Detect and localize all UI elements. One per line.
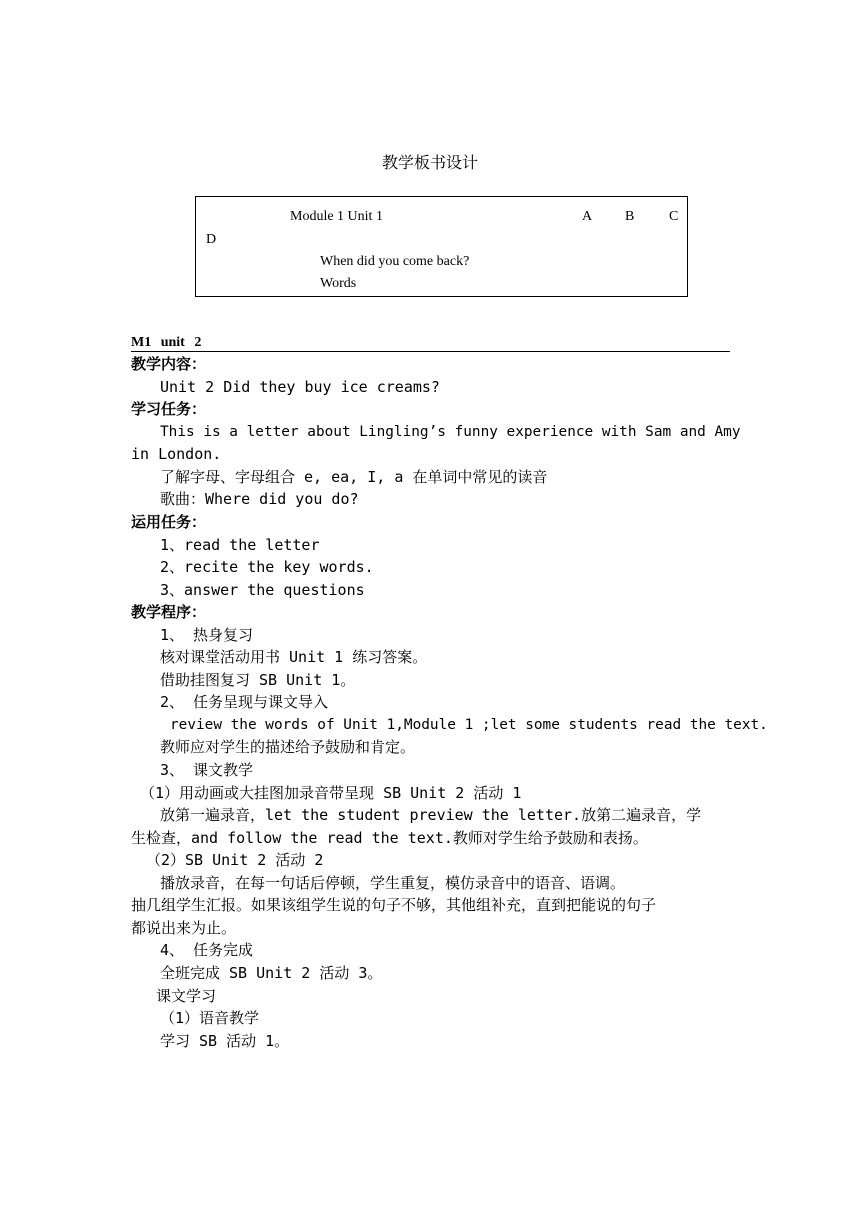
board-letter-d: D <box>206 232 217 247</box>
content-line: 全班完成 SB Unit 2 活动 3。 <box>160 964 383 982</box>
content-line: This is a letter about Lingling’s funny experience with Sam and Amy <box>160 424 741 440</box>
content-line: 生检查，and follow the read the text.教师对学生给予鼓励和表扬。 <box>131 829 648 847</box>
board-letter-c: C <box>669 209 679 224</box>
heading-application-tasks: 运用任务： <box>131 513 207 531</box>
content-line: 歌曲：Where did you do? <box>160 490 359 508</box>
board-words: Words <box>320 276 357 291</box>
content-line: review the words of Unit 1,Module 1 ;let some students read the text. <box>170 717 768 733</box>
content-line: 都说出来为止。 <box>131 919 237 937</box>
board-module-unit: Module 1 Unit 1 <box>290 209 383 224</box>
content-line: 借助挂图复习 SB Unit 1。 <box>160 671 356 689</box>
content-line: 学习 SB 活动 1。 <box>160 1032 290 1050</box>
content-line: （1）用动画或大挂图加录音带呈现 SB Unit 2 活动 1 <box>140 784 522 802</box>
content-line: 了解字母、字母组合 e, ea, I, a 在单词中常见的读音 <box>160 468 548 486</box>
content-line: in London. <box>131 445 222 463</box>
content-line: 抽几组学生汇报。如果该组学生说的句子不够，其他组补充，直到把能说的句子 <box>131 896 657 914</box>
heading-teaching-procedure: 教学程序： <box>131 603 207 621</box>
content-line: 放第一遍录音，let the student preview the letter.放第二遍录音，学 <box>160 806 702 824</box>
content-line: 4、 任务完成 <box>160 941 254 959</box>
content-line: 1、read the letter <box>160 536 320 554</box>
content-line: Unit 2 Did they buy ice creams? <box>160 378 440 396</box>
content-line: 2、recite the key words. <box>160 558 374 576</box>
board-question: When did you come back? <box>320 254 470 269</box>
content-line: 教师应对学生的描述给予鼓励和肯定。 <box>160 738 416 756</box>
content-line: 播放录音，在每一句话后停顿，学生重复，模仿录音中的语音、语调。 <box>160 874 626 892</box>
content-line: （2）SB Unit 2 活动 2 <box>146 851 324 869</box>
page-title: 教学板书设计 <box>381 153 478 172</box>
content-line: 2、 任务呈现与课文导入 <box>160 693 329 711</box>
heading-learning-tasks: 学习任务： <box>131 400 207 418</box>
content-line: （1）语音教学 <box>160 1009 260 1027</box>
content-line: 核对课堂活动用书 Unit 1 练习答案。 <box>160 648 428 666</box>
section-title: M1 unit 2 <box>131 335 730 352</box>
content-line: 3、 课文教学 <box>160 761 254 779</box>
content-line: 3、answer the questions <box>160 581 365 599</box>
board-letter-a: A <box>582 209 593 224</box>
content-line: 课文学习 <box>156 987 217 1005</box>
content-line: 1、 热身复习 <box>160 626 254 644</box>
board-letter-b: B <box>625 209 635 224</box>
blackboard-design-box <box>195 196 688 297</box>
heading-teaching-content: 教学内容： <box>131 355 207 373</box>
